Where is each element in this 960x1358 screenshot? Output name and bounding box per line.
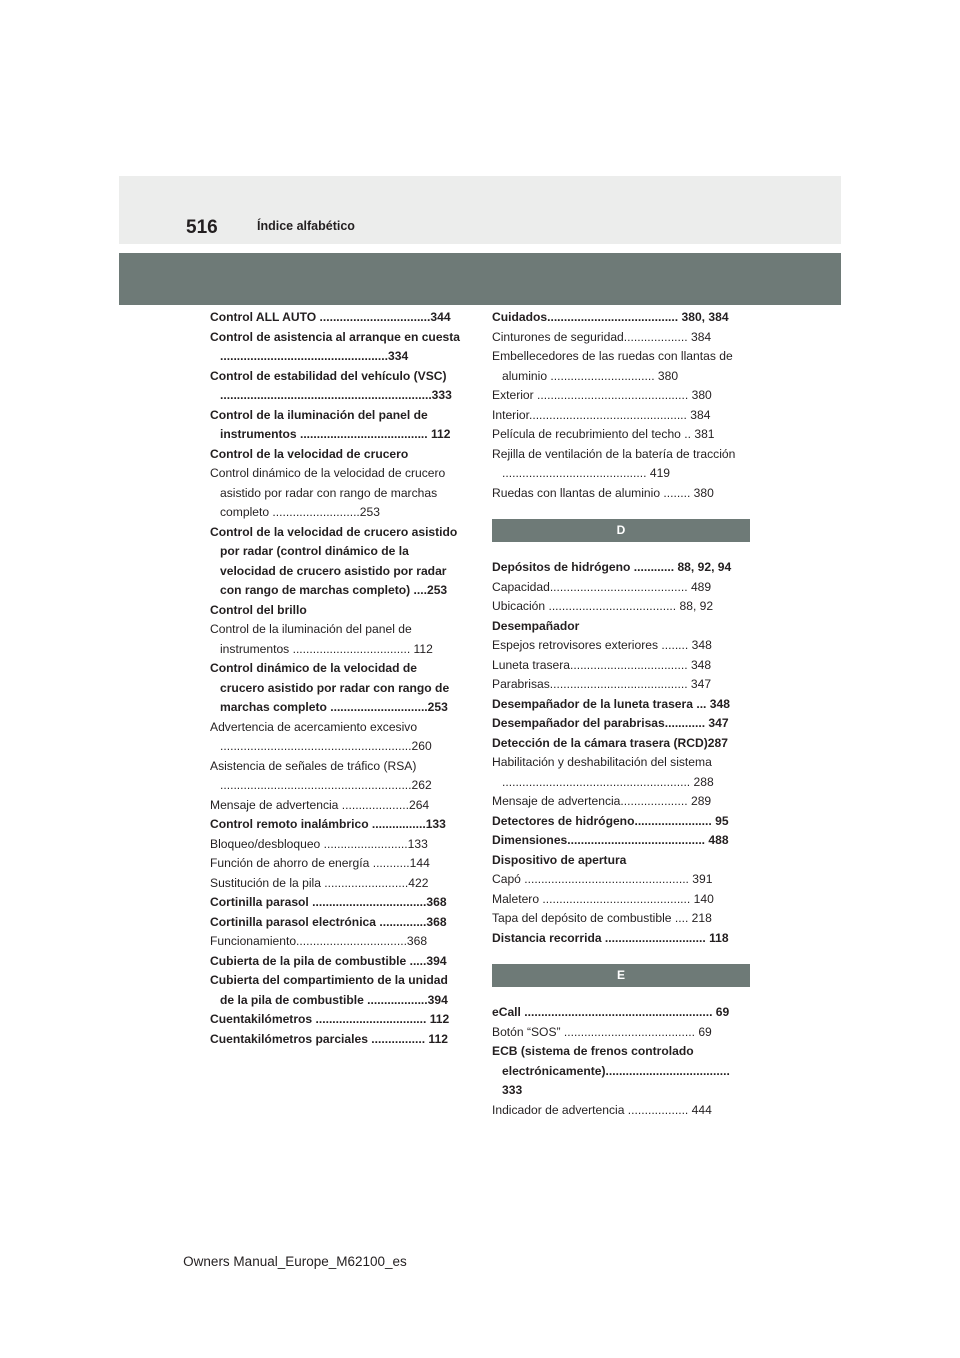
index-subentry: Funcionamiento.................................368 <box>210 934 428 948</box>
index-entry: Control de estabilidad del vehículo (VSC) ...............................................................333 <box>210 368 452 402</box>
index-entry: Control ALL AUTO .................................344 <box>210 310 451 324</box>
index-entry: Distancia recorrida .............................. 118 <box>492 930 729 945</box>
index-subentry: Parabrisas......................................... 347 <box>492 677 712 691</box>
page-number: 516 <box>186 217 218 238</box>
index-subentry: Ruedas con llantas de aluminio ........ 380 <box>492 485 714 500</box>
index-entry: Cortinilla parasol ..................................368 <box>210 895 447 909</box>
index-subentry: Función de ahorro de energía ...........144 <box>210 856 430 870</box>
index-entry: Dispositivo de apertura <box>492 852 627 867</box>
letter-heading: E <box>492 964 750 987</box>
index-entry: Cortinilla parasol electrónica ..............368 <box>210 914 447 929</box>
index-entry: Cuentakilómetros parciales ................ 112 <box>210 1031 448 1046</box>
section-title: Índice alfabético <box>257 219 355 233</box>
index-subentry: Interior............................................... 384 <box>492 407 711 422</box>
index-subentry: Capacidad......................................... 489 <box>492 579 712 594</box>
index-entry: Control de asistencia al arranque en cuesta ..................................................334 <box>210 329 461 363</box>
index-subentry: Tapa del depósito de combustible .... 218 <box>492 911 712 925</box>
header-dark-band <box>119 253 841 305</box>
index-entry: Desempañador de la luneta trasera ... 348 <box>492 696 730 711</box>
letter-spacer <box>492 987 750 1003</box>
index-entry: Cuentakilómetros ................................. 112 <box>210 1012 450 1026</box>
index-entry: Control del brillo <box>210 602 307 617</box>
index-column-right <box>492 308 750 1120</box>
index-column-left <box>210 308 462 1049</box>
index-entry: Detección de la cámara trasera (RCD)287 <box>492 735 728 750</box>
index-subentry: Control de la iluminación del panel de instrumentos ................................... 112 <box>210 622 433 656</box>
index-subentry: Ubicación ...................................... 88, 92 <box>492 599 714 613</box>
index-subentry: Mensaje de advertencia.................... 289 <box>492 794 712 808</box>
index-subentry: Sustitución de la pila .........................422 <box>210 875 429 890</box>
index-subentry: Película de recubrimiento del techo .. 381 <box>492 427 715 441</box>
index-entry: Control dinámico de la velocidad de crucero asistido por radar con rango de marchas completo .............................253 <box>210 661 450 714</box>
index-entry: Control de la velocidad de crucero asistido por radar (control dinámico de la velocidad de crucero asistido por radar con rango de marchas completo) ....253 <box>210 524 458 597</box>
index-subentry: Capó ................................................. 391 <box>492 872 713 886</box>
footer-manual-name: Owners Manual_Europe_M62100_es <box>183 1254 407 1269</box>
index-entry: Cubierta de la pila de combustible .....394 <box>210 953 447 968</box>
letter-heading: D <box>492 519 750 542</box>
index-entry: Depósitos de hidrógeno ............ 88, 92, 94 <box>492 560 732 574</box>
index-subentry: Embellecedores de las ruedas con llantas de aluminio ............................... 380 <box>492 349 733 383</box>
index-entry: ECB (sistema de frenos controlado electrónicamente)..................................... 333 <box>492 1044 730 1097</box>
letter-spacer <box>492 948 750 964</box>
index-entry: Dimensiones......................................... 488 <box>492 833 729 847</box>
index-subentry: Mensaje de advertencia ....................264 <box>210 797 430 812</box>
index-entry: Control de la iluminación del panel de instrumentos ...................................... 112 <box>210 407 451 441</box>
index-subentry: Cinturones de seguridad................... 384 <box>492 329 712 344</box>
index-entry: Control de la velocidad de crucero <box>210 446 409 461</box>
index-subentry: Exterior ............................................. 380 <box>492 388 712 402</box>
index-subentry: Maletero ............................................ 140 <box>492 891 714 906</box>
index-subentry: Luneta trasera................................... 348 <box>492 657 712 672</box>
index-subentry: Asistencia de señales de tráfico (RSA) .........................................................262 <box>210 758 432 792</box>
index-entry: Control remoto inalámbrico ................133 <box>210 817 446 831</box>
footer <box>0 1255 960 1269</box>
index-subentry: Advertencia de acercamiento excesivo .........................................................260 <box>210 719 432 753</box>
letter-spacer <box>492 503 750 519</box>
header-band <box>119 176 841 244</box>
index-entry: eCall ........................................................ 69 <box>492 1005 730 1019</box>
index-subentry: Botón “SOS” ....................................... 69 <box>492 1024 712 1039</box>
index-entry: Cuidados....................................... 380, 384 <box>492 310 729 324</box>
index-entry: Detectores de hidrógeno....................... 95 <box>492 813 729 828</box>
index-subentry: Control dinámico de la velocidad de crucero asistido por radar con rango de marchas completo ..........................253 <box>210 466 446 519</box>
index-subentry: Rejilla de ventilación de la batería de tracción ........................................... 419 <box>492 446 736 480</box>
index-subentry: Bloqueo/desbloqueo .........................133 <box>210 836 428 851</box>
letter-spacer <box>492 542 750 558</box>
index-entry: Desempañador del parabrisas............ 347 <box>492 716 729 730</box>
index-subentry: Espejos retrovisores exteriores ........ 348 <box>492 638 712 652</box>
index-entry: Cubierta del compartimiento de la unidad de la pila de combustible ..................394 <box>210 973 448 1007</box>
index-subentry: Indicador de advertencia .................. 444 <box>492 1102 712 1117</box>
index-subentry: Habilitación y deshabilitación del sistema ........................................................ 288 <box>492 755 714 789</box>
index-entry: Desempañador <box>492 618 580 633</box>
